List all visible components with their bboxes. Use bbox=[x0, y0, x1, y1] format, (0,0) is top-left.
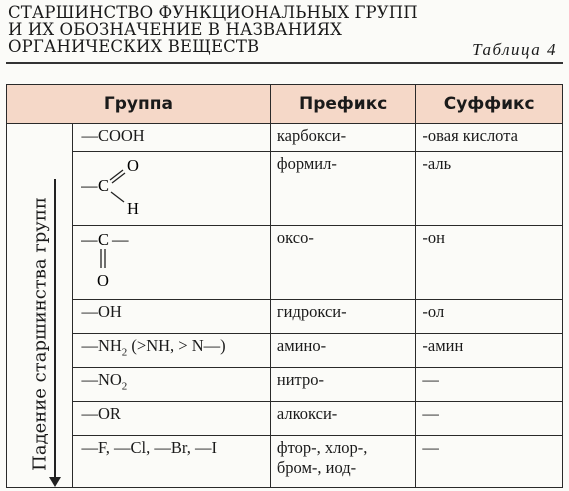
formula-oxygen: O bbox=[127, 156, 140, 175]
suffix-cell: -аль bbox=[416, 152, 563, 226]
header-row bbox=[7, 85, 563, 124]
formula-carbon: C bbox=[98, 176, 110, 195]
suffix-cell: -амин bbox=[416, 334, 563, 368]
double-bond-line bbox=[110, 170, 123, 180]
aldehyde-formula bbox=[81, 154, 201, 220]
group-main-text: —NH bbox=[81, 336, 122, 355]
prefix-cell: карбокси- bbox=[270, 124, 416, 152]
group-cell bbox=[73, 368, 270, 402]
table-row bbox=[7, 300, 563, 334]
formula-dash: — bbox=[81, 176, 98, 195]
suffix-cell: -овая кислота bbox=[416, 124, 563, 152]
formula-carbon: C bbox=[98, 230, 110, 249]
suffix-cell: -ол bbox=[416, 300, 563, 334]
suffix-cell: -он bbox=[416, 226, 563, 300]
group-rest-text: (>NH, > N—) bbox=[127, 336, 226, 355]
group-cell: —OH bbox=[73, 300, 270, 334]
prefix-cell: алкокси- bbox=[270, 402, 416, 436]
prefix-cell bbox=[270, 436, 416, 488]
prefix-line-1: фтор-, хлор-, bbox=[276, 438, 368, 457]
carbonyl-formula bbox=[81, 228, 201, 294]
group-cell: —OR bbox=[73, 402, 270, 436]
single-bond-line bbox=[111, 192, 124, 202]
table-row bbox=[7, 436, 563, 488]
table-number: Таблица 4 bbox=[472, 40, 557, 59]
formula-dash: — bbox=[112, 230, 129, 249]
prefix-cell: оксо- bbox=[270, 226, 416, 300]
header-prefix: Префикс bbox=[270, 85, 416, 124]
suffix-cell: — bbox=[416, 402, 563, 436]
suffix-cell: — bbox=[416, 368, 563, 402]
formula-oxygen: O bbox=[97, 271, 110, 290]
prefix-cell: нитро- bbox=[270, 368, 416, 402]
title-rule bbox=[6, 62, 563, 64]
title-line-3: ОРГАНИЧЕСКИХ ВЕЩЕСТВ bbox=[8, 37, 260, 56]
double-bond-line bbox=[112, 173, 125, 183]
table-row bbox=[7, 152, 563, 226]
title-line-1: СТАРШИНСТВО ФУНКЦИОНАЛЬНЫХ ГРУПП bbox=[8, 3, 418, 22]
subscript: 2 bbox=[121, 346, 128, 359]
seniority-label: Падение старшинства групп bbox=[29, 197, 51, 471]
group-main-text: —NO bbox=[81, 370, 122, 389]
table-row bbox=[7, 368, 563, 402]
formula-dash: — bbox=[81, 230, 98, 249]
subscript: 2 bbox=[121, 380, 128, 393]
prefix-cell: амино- bbox=[270, 334, 416, 368]
group-cell bbox=[73, 226, 270, 300]
prefix-line-2: бром-, иод- bbox=[276, 458, 357, 477]
prefix-cell: гидрокси- bbox=[270, 300, 416, 334]
prefix-cell: формил- bbox=[270, 152, 416, 226]
seniority-side-column bbox=[7, 124, 73, 488]
table-title bbox=[8, 4, 418, 55]
title-line-2: И ИХ ОБОЗНАЧЕНИЕ В НАЗВАНИЯХ bbox=[8, 20, 343, 39]
formula-hydrogen: H bbox=[127, 199, 140, 218]
suffix-cell: — bbox=[416, 436, 563, 488]
table-row bbox=[7, 334, 563, 368]
header-suffix: Суффикс bbox=[416, 85, 563, 124]
down-arrow-icon bbox=[54, 179, 56, 479]
group-cell: —COOH bbox=[73, 124, 270, 152]
group-cell bbox=[73, 152, 270, 226]
table-row bbox=[7, 226, 563, 300]
group-cell bbox=[73, 334, 270, 368]
group-cell: —F, —Cl, —Br, —I bbox=[73, 436, 270, 488]
header-group: Группа bbox=[7, 85, 271, 124]
table-row bbox=[7, 402, 563, 436]
table-row bbox=[7, 124, 563, 152]
functional-groups-table bbox=[6, 84, 563, 488]
